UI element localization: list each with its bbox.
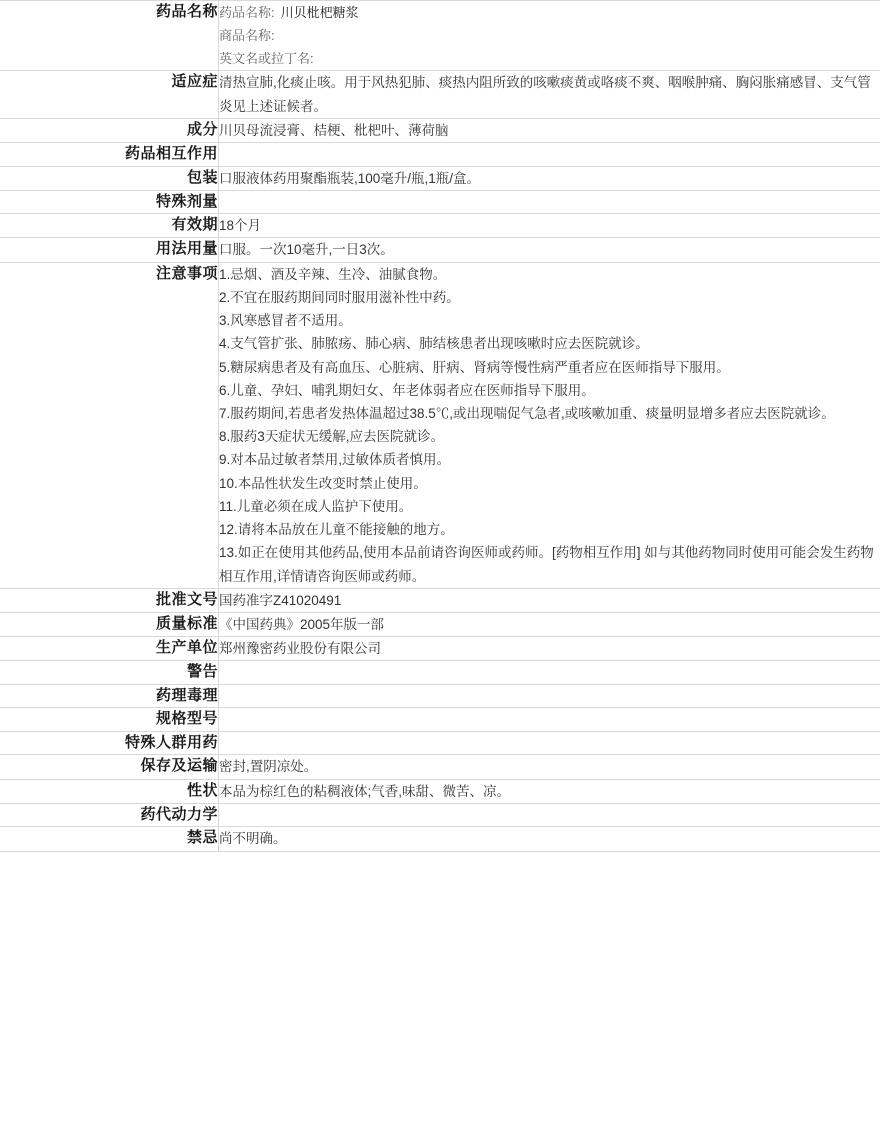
row-label-manufacturer: 生产单位 <box>0 637 219 661</box>
row-value-special-populations <box>219 731 880 755</box>
row-label-specification: 规格型号 <box>0 708 219 732</box>
name-field-generic-label: 药品名称: <box>219 5 275 20</box>
table-row <box>0 779 880 803</box>
row-label-pharmacology-toxicology: 药理毒理 <box>0 684 219 708</box>
paragraph: 口服液体药用聚酯瓶装,100毫升/瓶,1瓶/盒。 <box>219 170 481 186</box>
precaution-item: 12.请将本品放在儿童不能接触的地方。 <box>219 522 454 538</box>
row-label-shelf-life: 有效期 <box>0 214 219 238</box>
name-field-english <box>219 47 880 70</box>
row-label-drug-name: 药品名称 <box>0 1 219 71</box>
row-label-quality-standard: 质量标准 <box>0 612 219 636</box>
name-field-generic <box>219 1 880 24</box>
row-label-appearance: 性状 <box>0 779 219 803</box>
row-label-pharmacokinetics: 药代动力学 <box>0 803 219 827</box>
paragraph: 口服。一次10毫升,一日3次。 <box>219 242 394 258</box>
table-row <box>0 118 880 142</box>
name-field-trade <box>219 24 880 47</box>
paragraph: 川贝母流浸膏、桔梗、枇杷叶、薄荷脑 <box>219 122 449 138</box>
table-row <box>0 262 880 588</box>
row-value-specification <box>219 708 880 732</box>
table-row <box>0 803 880 827</box>
drug-information-table-body <box>0 1 880 852</box>
paragraph: 本品为棕红色的粘稠液体;气香,味甜、微苦、凉。 <box>219 783 511 799</box>
row-value-ingredients <box>219 118 880 142</box>
row-value-packaging <box>219 166 880 190</box>
precaution-item: 11.儿童必须在成人监护下使用。 <box>219 498 413 514</box>
row-label-dosage-administration: 用法用量 <box>0 238 219 262</box>
paragraph: 清热宣肺,化痰止咳。用于风热犯肺、痰热内阻所致的咳嗽痰黄或咯痰不爽、咽喉肿痛、胸闷胀痛感冒、支气管炎见上述证候者。 <box>219 75 871 114</box>
row-value-pharmacokinetics <box>219 803 880 827</box>
paragraph: 密封,置阴凉处。 <box>219 759 318 775</box>
precaution-item: 2.不宜在服药期间同时服用滋补性中药。 <box>219 289 460 305</box>
row-value-drug-interactions <box>219 143 880 167</box>
row-label-special-dosage: 特殊剂量 <box>0 190 219 214</box>
row-value-warning <box>219 661 880 685</box>
row-value-storage-transport <box>219 755 880 779</box>
row-value-indications <box>219 71 880 118</box>
table-row <box>0 731 880 755</box>
precaution-item: 6.儿童、孕妇、哺乳期妇女、年老体弱者应在医师指导下服用。 <box>219 382 595 398</box>
table-row <box>0 827 880 851</box>
paragraph: 国药准字Z41020491 <box>219 592 342 608</box>
row-label-precautions: 注意事项 <box>0 262 219 588</box>
paragraph: 郑州豫密药业股份有限公司 <box>219 641 381 657</box>
row-value-pharmacology-toxicology <box>219 684 880 708</box>
row-label-contraindications: 禁忌 <box>0 827 219 851</box>
table-row <box>0 143 880 167</box>
row-label-storage-transport: 保存及运输 <box>0 755 219 779</box>
table-row <box>0 661 880 685</box>
name-field-english-label: 英文名或拉丁名: <box>219 51 314 67</box>
table-row <box>0 612 880 636</box>
page-bottom-spacer <box>0 852 880 962</box>
name-field-trade-label: 商品名称: <box>219 28 275 44</box>
row-value-special-dosage <box>219 190 880 214</box>
row-label-ingredients: 成分 <box>0 118 219 142</box>
row-label-special-populations: 特殊人群用药 <box>0 731 219 755</box>
precaution-item: 1.忌烟、酒及辛辣、生冷、油腻食物。 <box>219 266 447 282</box>
table-row <box>0 214 880 238</box>
precaution-item: 4.支气管扩张、肺脓疡、肺心病、肺结核患者出现咳嗽时应去医院就诊。 <box>219 336 649 352</box>
precaution-item: 3.风寒感冒者不适用。 <box>219 313 352 329</box>
row-label-drug-interactions: 药品相互作用 <box>0 143 219 167</box>
name-field-generic-value: 川贝枇杷糖浆 <box>280 5 359 20</box>
table-row <box>0 190 880 214</box>
row-label-warning: 警告 <box>0 661 219 685</box>
row-label-approval-number: 批准文号 <box>0 588 219 612</box>
precaution-item: 13.如正在使用其他药品,使用本品前请咨询医师或药师。[药物相互作用] 如与其他药物同时使用可能会发生药物相互作用,详情请咨询医师或药师。 <box>219 545 874 584</box>
table-row <box>0 755 880 779</box>
table-row <box>0 238 880 262</box>
row-value-dosage-administration <box>219 238 880 262</box>
row-label-indications: 适应症 <box>0 71 219 118</box>
paragraph: 尚不明确。 <box>219 831 287 847</box>
precaution-item: 10.本品性状发生改变时禁止使用。 <box>219 475 427 491</box>
table-row <box>0 166 880 190</box>
row-value-shelf-life <box>219 214 880 238</box>
table-row <box>0 588 880 612</box>
row-value-quality-standard <box>219 612 880 636</box>
precaution-item: 8.服药3天症状无缓解,应去医院就诊。 <box>219 429 445 445</box>
precaution-item: 5.糖尿病患者及有高血压、心脏病、肝病、肾病等慢性病严重者应在医师指导下服用。 <box>219 359 730 375</box>
paragraph: 《中国药典》2005年版一部 <box>219 616 385 632</box>
paragraph: 18个月 <box>219 218 262 234</box>
row-value-approval-number <box>219 588 880 612</box>
row-value-appearance <box>219 779 880 803</box>
table-row <box>0 1 880 71</box>
table-row <box>0 71 880 118</box>
row-value-drug-name <box>219 1 880 71</box>
row-label-packaging: 包装 <box>0 166 219 190</box>
table-row <box>0 637 880 661</box>
table-row <box>0 684 880 708</box>
row-value-precautions <box>219 262 880 588</box>
row-value-manufacturer <box>219 637 880 661</box>
table-row <box>0 708 880 732</box>
precaution-item: 7.服药期间,若患者发热体温超过38.5℃,或出现喘促气急者,或咳嗽加重、痰量明显增多者应去医院就诊。 <box>219 406 835 421</box>
precaution-item: 9.对本品过敏者禁用,过敏体质者慎用。 <box>219 452 451 468</box>
row-value-contraindications <box>219 827 880 851</box>
